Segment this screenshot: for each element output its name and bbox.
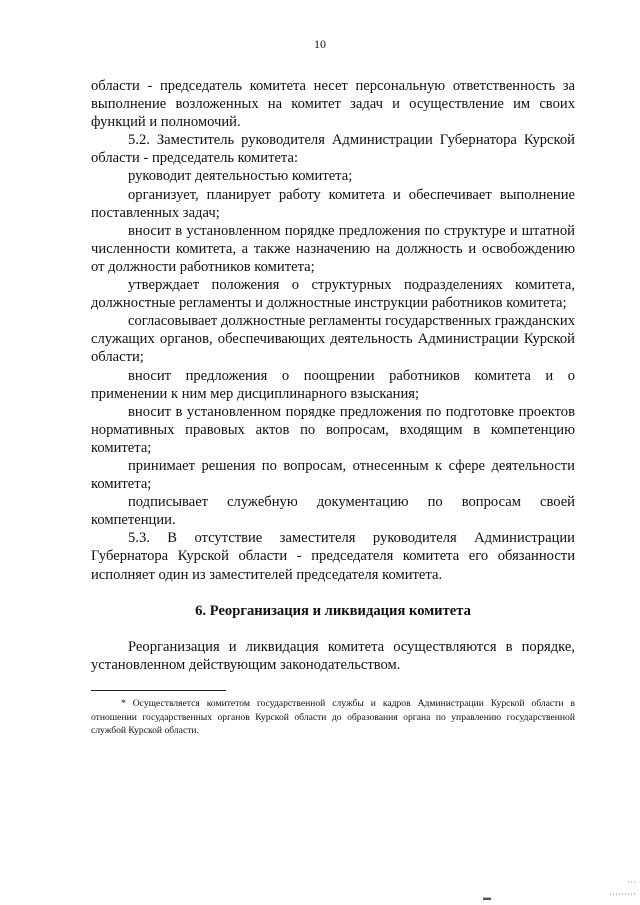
paragraph-5: вносит в установленном порядке предложения по структуре и штатной численности комитета, а также назначению на должность и освобождению от должности работников комитета; (91, 222, 575, 275)
section-heading: 6. Реорганизация и ликвидация комитета (195, 602, 471, 619)
footnote: * Осуществляется комитетом государственной службы и кадров Администрации Курской области в отношении государственных органов Курской области до образования органа по управлению государственной службой Курской области. (91, 698, 575, 736)
paragraph-11: подписывает служебную документацию по вопросам своей компетенции. (91, 494, 575, 529)
paragraph-2: 5.2. Заместитель руководителя Администрации Губернатора Курской области - председатель комитета: (91, 132, 575, 167)
paragraph-1: области - председатель комитета несет персональную ответственность за выполнение возложенных на комитет задач и осуществление им своих функций и полномочий. (91, 78, 575, 131)
paragraph-6: утверждает положения о структурных подразделениях комитета, должностные регламенты и должностные инструкции работников комитета; (91, 277, 575, 312)
document-body (91, 77, 575, 674)
scan-artifact-icon (608, 878, 638, 898)
paragraph-3: руководит деятельностью комитета; (128, 168, 353, 185)
paragraph-8: вносит предложения о поощрении работников комитета и о применении к ним мер дисциплинарного взыскания; (91, 367, 575, 402)
paragraph-9: вносит в установленном порядке предложения по подготовке проектов нормативных правовых актов по вопросам, входящим в компетенцию комитета; (91, 403, 575, 456)
paragraph-7: согласовывает должностные регламенты государственных гражданских служащих органов, обеспечивающих деятельность Администрации Курской области; (91, 313, 575, 366)
paragraph-4: организует, планирует работу комитета и обеспечивает выполнение поставленных задач; (91, 186, 575, 221)
scan-mark: ▬ (483, 893, 491, 902)
page-number: 10 (314, 37, 326, 51)
paragraph-10: принимает решения по вопросам, отнесенным к сфере деятельности комитета; (91, 457, 575, 493)
section-paragraph: Реорганизация и ликвидация комитета осуществляются в порядке, установленном действующим законодательством. (91, 638, 575, 673)
paragraph-12: 5.3. В отсутствие заместителя руководителя Администрации Губернатора Курской области - председателя комитета его обязанности исполняет один из заместителей председателя комитета. (91, 530, 575, 583)
footnote-divider (91, 690, 226, 691)
